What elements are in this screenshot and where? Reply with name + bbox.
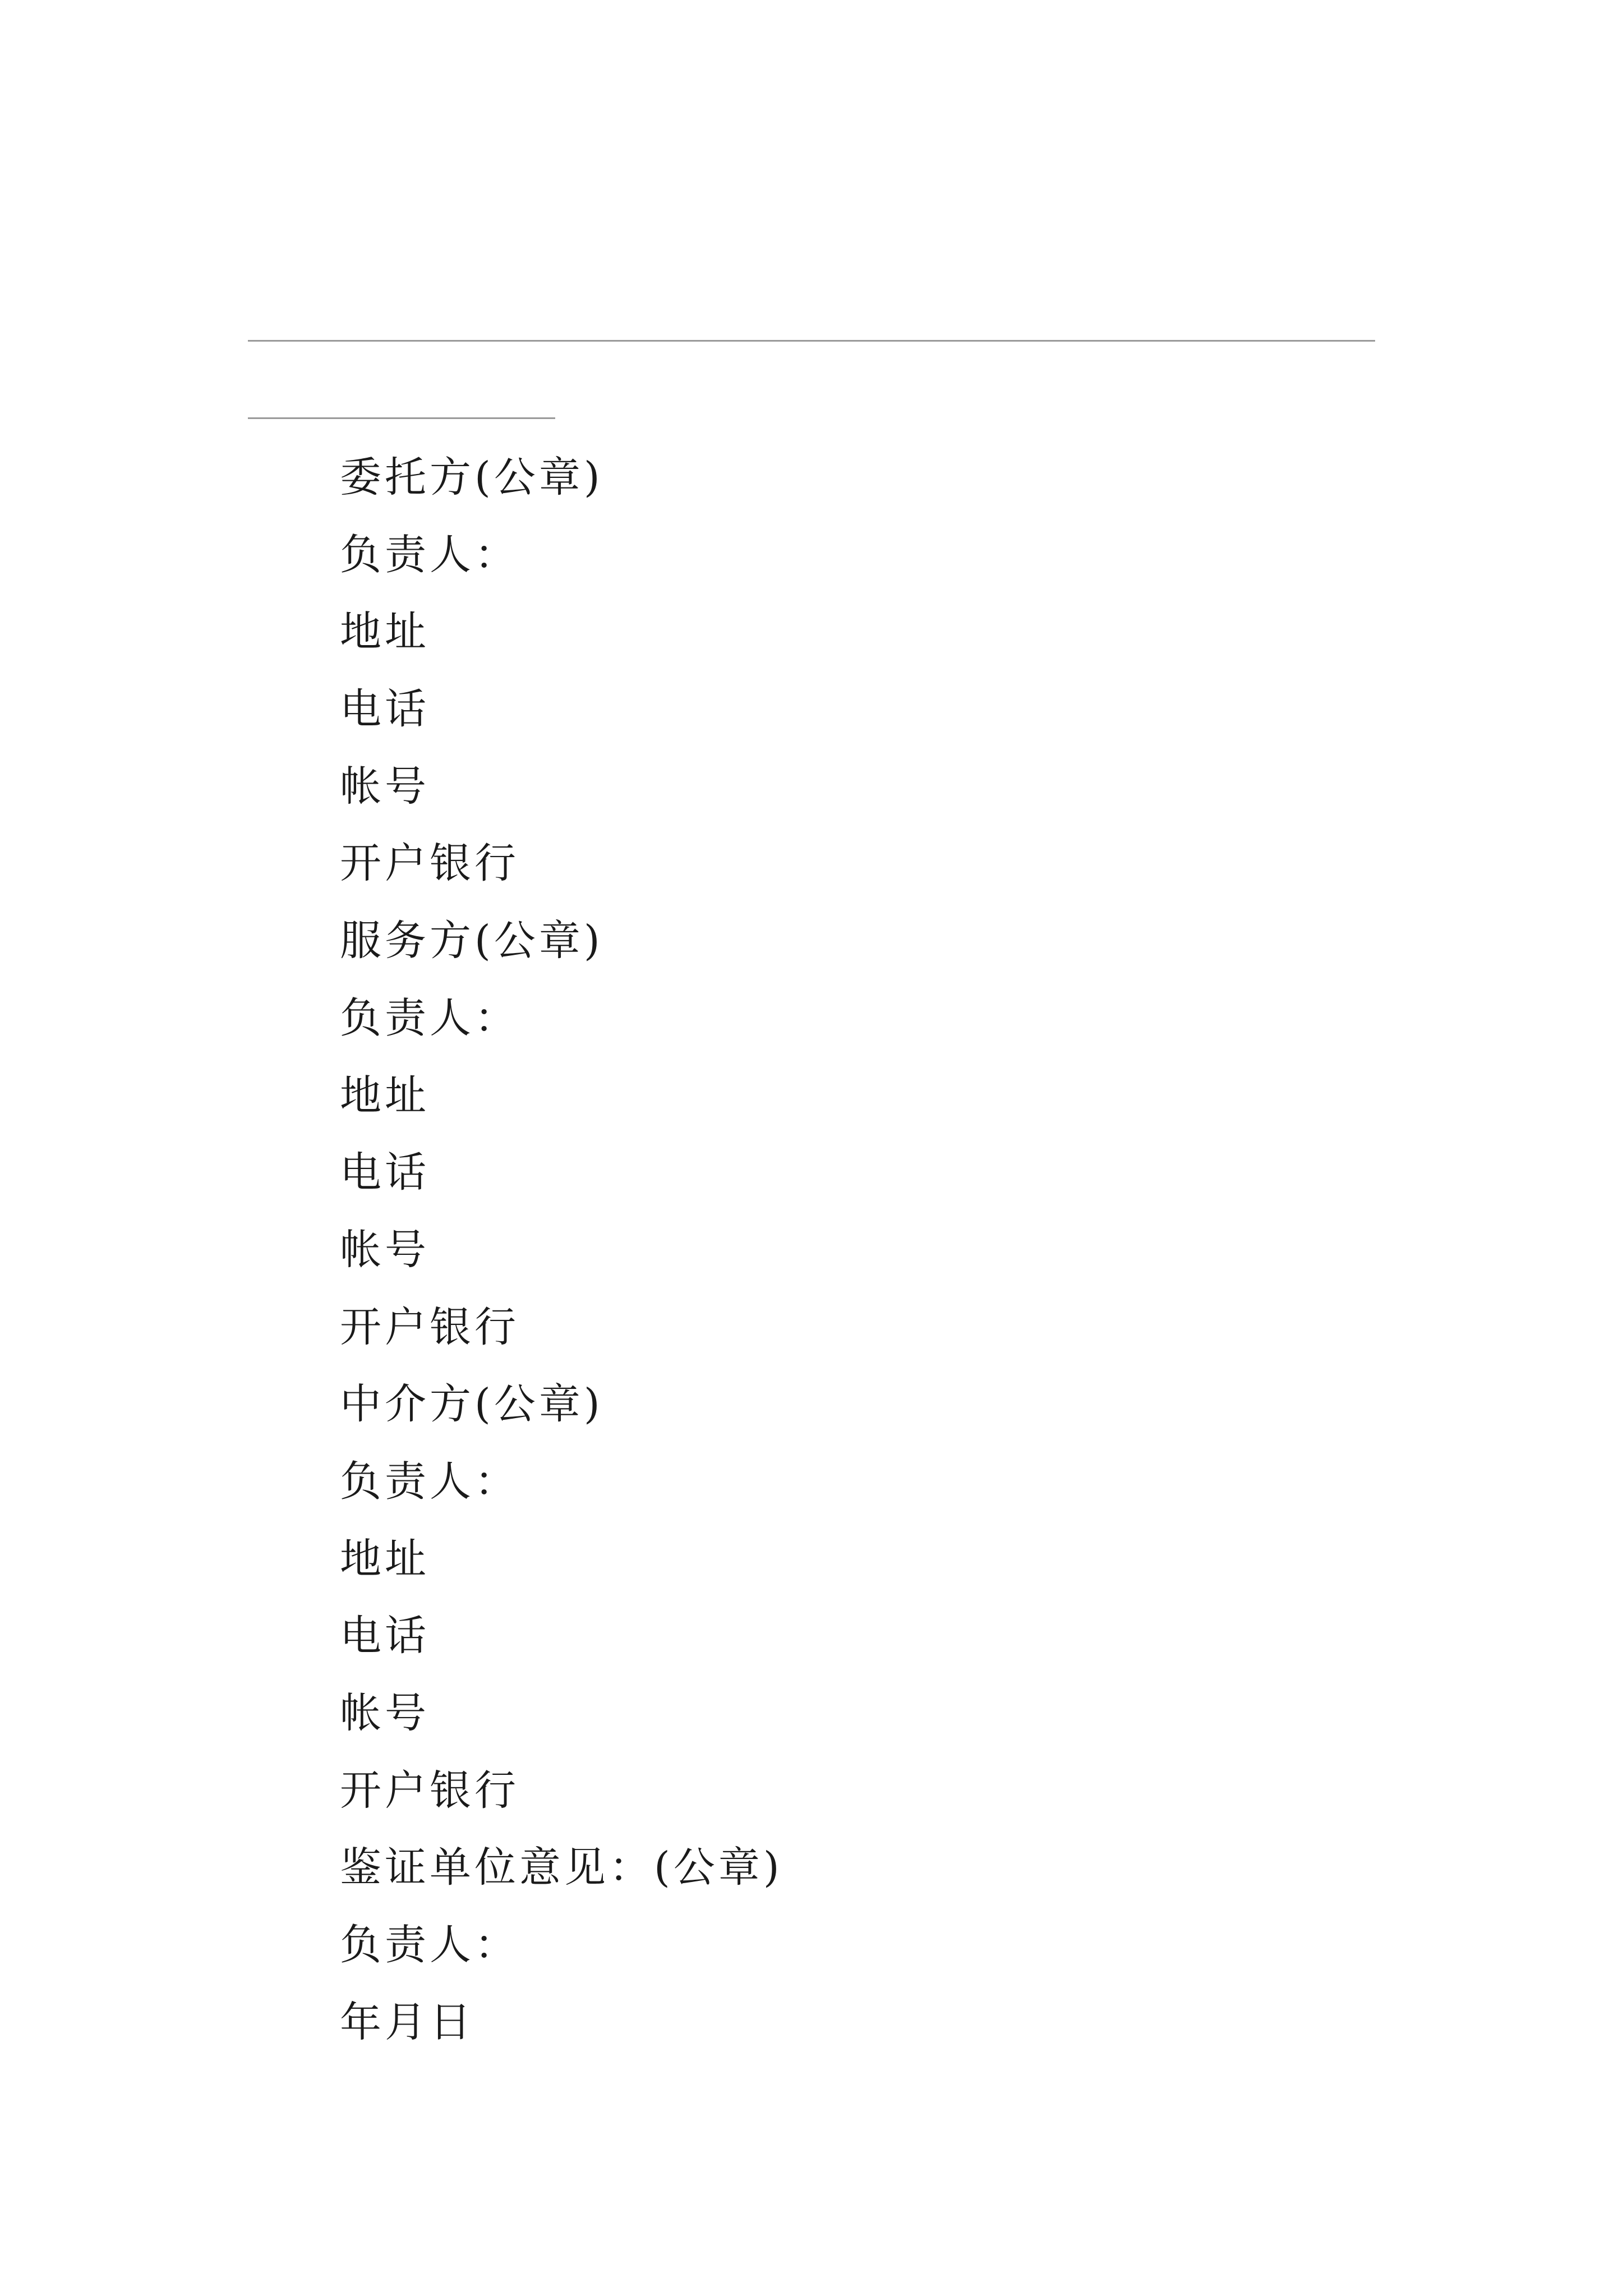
provider-seal-label: 服务方(公章) [340,917,603,965]
client-person-in-charge-label: 负责人： [340,530,519,579]
intermediary-bank-label: 开户银行 [340,1766,519,1815]
provider-account-label: 帐号 [340,1225,430,1274]
intermediary-seal-label: 中介方(公章) [340,1380,603,1429]
intermediary-person-in-charge-label: 负责人： [340,1457,519,1506]
intermediary-account-label: 帐号 [340,1689,430,1737]
client-seal-label: 委托方(公章) [340,453,603,501]
blank-fill-line [248,340,1375,342]
date-label: 年月日 [340,1998,474,2046]
provider-bank-label: 开户银行 [340,1303,519,1351]
client-address-label: 地址 [340,608,430,656]
intermediary-address-label: 地址 [340,1534,430,1583]
client-phone-label: 电话 [340,685,430,734]
blank-fill-line-short [248,417,555,419]
provider-address-label: 地址 [340,1071,430,1120]
provider-phone-label: 电话 [340,1148,430,1197]
notary-opinion-label: 鉴证单位意见：(公章) [340,1843,783,1892]
client-account-label: 帐号 [340,762,430,811]
signature-block [340,439,783,2061]
client-bank-label: 开户银行 [340,839,519,888]
provider-person-in-charge-label: 负责人： [340,993,519,1042]
intermediary-phone-label: 电话 [340,1612,430,1660]
notary-person-in-charge-label: 负责人： [340,1921,519,1970]
